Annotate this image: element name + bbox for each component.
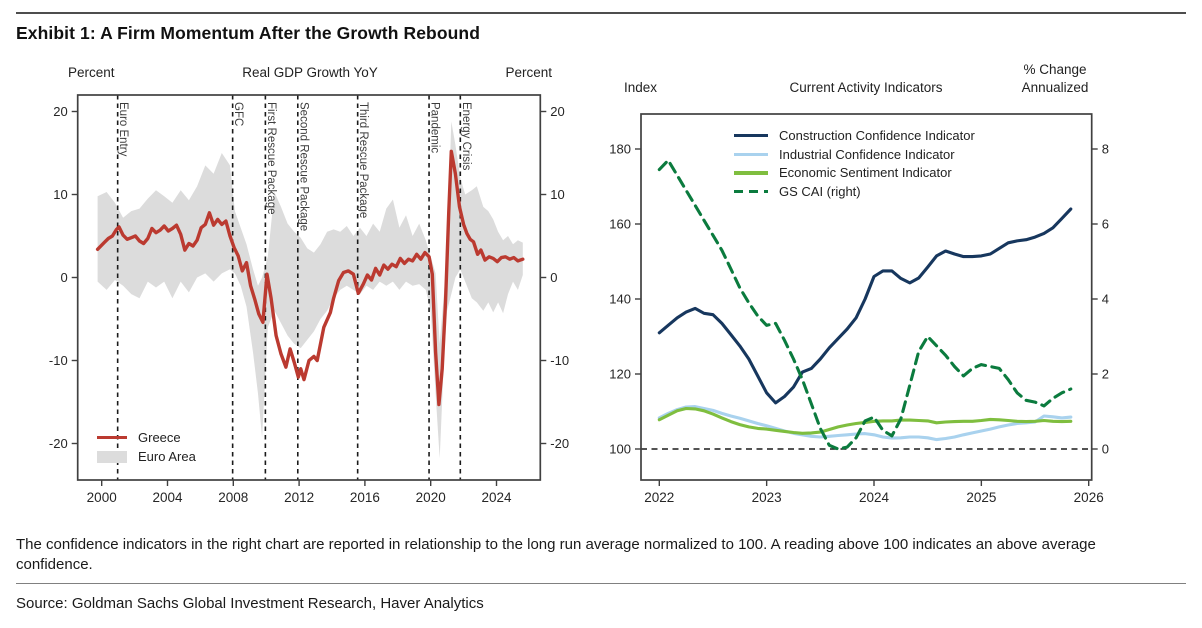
ytick-label: 160 bbox=[609, 216, 631, 232]
ytick-label: 0 bbox=[550, 270, 558, 285]
event-label: GFC bbox=[232, 102, 245, 127]
source-text: Source: Goldman Sachs Global Investment Research, Haver Analytics bbox=[16, 595, 484, 612]
left-chart-legend bbox=[97, 428, 196, 466]
top-divider bbox=[16, 12, 1186, 14]
ytick-label: 10 bbox=[550, 187, 565, 202]
gs-cai-right--line bbox=[659, 160, 1071, 449]
xtick-label: 2022 bbox=[644, 490, 675, 505]
ytick-label: 4 bbox=[1101, 291, 1109, 307]
legend-item-gs-cai bbox=[734, 182, 975, 201]
xtick-label: 2012 bbox=[284, 490, 315, 505]
left-chart-yaxis-label-left: Percent bbox=[68, 65, 115, 80]
legend-label: GS CAI (right) bbox=[779, 184, 861, 200]
event-label: Euro Entry bbox=[117, 102, 130, 157]
event-label: Pandemic bbox=[428, 102, 441, 154]
ytick-label: -10 bbox=[48, 353, 68, 368]
left-chart-yaxis-label-right: Percent bbox=[505, 65, 552, 80]
event-label: Third Rescue Package bbox=[357, 102, 370, 219]
xtick-label: 2008 bbox=[218, 490, 249, 505]
legend-item-sentiment bbox=[734, 164, 975, 183]
xtick-label: 2025 bbox=[966, 490, 997, 505]
ytick-label: 6 bbox=[1101, 216, 1109, 232]
construction-confidence-indicator-line bbox=[659, 209, 1071, 403]
greece-line-swatch bbox=[97, 436, 127, 440]
ytick-label: 10 bbox=[53, 187, 68, 202]
right-chart-yaxis-label-left: Index bbox=[624, 80, 658, 95]
ytick-label: 100 bbox=[609, 441, 631, 457]
xtick-label: 2024 bbox=[858, 490, 890, 505]
ytick-label: 140 bbox=[609, 291, 631, 307]
ytick-label: -10 bbox=[550, 353, 570, 368]
xtick-label: 2024 bbox=[481, 490, 512, 505]
ytick-label: 2 bbox=[1101, 366, 1109, 382]
xtick-label: 2016 bbox=[349, 490, 380, 505]
ytick-label: 20 bbox=[550, 104, 565, 119]
event-label: First Rescue Package bbox=[264, 102, 277, 215]
industrial-line-swatch bbox=[734, 153, 768, 156]
ytick-label: 120 bbox=[609, 366, 631, 382]
right-chart-legend bbox=[734, 126, 975, 201]
ytick-label: 180 bbox=[609, 141, 631, 157]
legend-label: Construction Confidence Indicator bbox=[779, 127, 975, 143]
ytick-label: -20 bbox=[48, 436, 68, 451]
legend-item-construction bbox=[734, 126, 975, 145]
event-label: Second Rescue Package bbox=[297, 102, 310, 232]
legend-item-industrial bbox=[734, 145, 975, 164]
xtick-label: 2004 bbox=[152, 490, 183, 505]
right-chart-yaxis-label-right: % Change Annualized bbox=[1021, 62, 1089, 95]
event-label: Energy Crisis bbox=[459, 102, 472, 171]
right-chart-title: Current Activity Indicators bbox=[789, 80, 943, 95]
left-chart-title: Real GDP Growth YoY bbox=[242, 65, 378, 80]
ytick-label: 0 bbox=[1101, 441, 1109, 457]
legend-label: Economic Sentiment Indicator bbox=[779, 165, 952, 181]
legend-label: Greece bbox=[138, 430, 181, 445]
gs-cai-dash-swatch bbox=[734, 190, 768, 193]
footnote-text: The confidence indicators in the right chart are reported in relationship to the long run average normalized to 100. A reading above 100 indicates an above average confidence. bbox=[16, 536, 1096, 573]
legend-item-euro-area bbox=[97, 447, 196, 466]
ytick-label: 0 bbox=[60, 270, 68, 285]
xtick-label: 2026 bbox=[1073, 490, 1104, 505]
ytick-label: 20 bbox=[53, 104, 68, 119]
page-title: Exhibit 1: A Firm Momentum After the Growth Rebound bbox=[16, 23, 480, 43]
legend-item-greece bbox=[97, 428, 196, 447]
xtick-label: 2020 bbox=[415, 490, 446, 505]
sentiment-line-swatch bbox=[734, 171, 768, 174]
ytick-label: -20 bbox=[550, 436, 570, 451]
construction-line-swatch bbox=[734, 134, 768, 137]
euro-area-band-swatch bbox=[97, 451, 127, 463]
legend-label: Industrial Confidence Indicator bbox=[779, 146, 955, 162]
ytick-label: 8 bbox=[1101, 141, 1109, 157]
xtick-label: 2023 bbox=[751, 490, 782, 505]
legend-label: Euro Area bbox=[138, 449, 196, 464]
xtick-label: 2000 bbox=[86, 490, 117, 505]
source-divider bbox=[16, 583, 1186, 584]
